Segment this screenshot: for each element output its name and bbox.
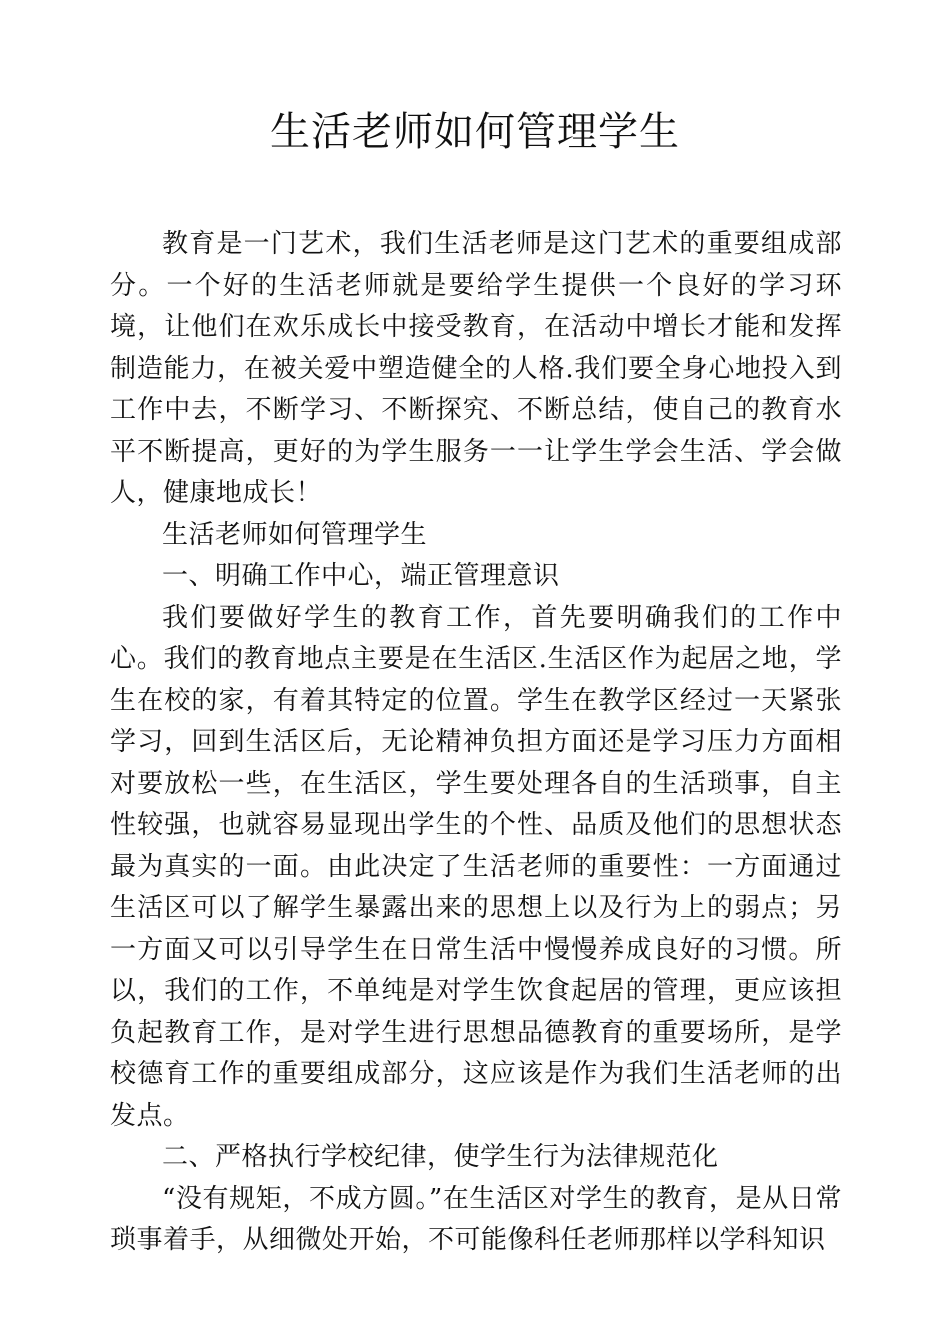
document-title: 生活老师如何管理学生 [270,109,680,155]
section-heading-1: 一、明确工作中心，端正管理意识 [162,561,560,591]
section-1-paragraph: 我们要做好学生的教育工作，首先要明确我们的工作中心。我们的教育地点主要是在生活区.生活区作为起居之地，学生在校的家，有着其特定的位置。学生在教学区经过一天紧张学习，回到生活区后，无论精神负担方面还是学习压力方面相对要放松一些，在生活区，学生要处理各自的生活琐事，自主性较强，也就容易显现出学生的个性、品质及他们的思想状态最为真实的一面。由此决定了生活老师的重要性：一方面通过生活区可以了解学生暴露出来的思想上以及行为上的弱点；另一方面又可以引导学生在日常生活中慢慢养成良好的习惯。所以，我们的工作，不单纯是对学生饮食起居的管理，更应该担负起教育工作，是对学生进行思想品德教育的重要场所，是学校德育工作的重要组成部分，这应该是作为我们生活老师的出发点。 [110,602,842,1131]
section-heading-2: 二、严格执行学校纪律，使学生行为法律规范化 [162,1142,719,1172]
document-body [110,224,842,1262]
section-heading-main: 生活老师如何管理学生 [162,519,428,550]
intro-paragraph: 教育是一门艺术，我们生活老师是这门艺术的重要组成部分。一个好的生活老师就是要给学生提供一个良好的学习环境，让他们在欢乐成长中接受教育，在活动中增长才能和发挥制造能力，在被关爱中塑造健全的人格.我们要全身心地投入到工作中去，不断学习、不断探究、不断总结，使自己的教育水平不断提高，更好的为学生服务一一让学生学会生活、学会做人，健康地成长！ [110,229,842,508]
section-2-paragraph: “没有规矩，不成方圆。”在生活区对学生的教育，是从日常琐事着手，从细微处开始，不可能像科任老师那样以学科知识 [110,1183,842,1255]
